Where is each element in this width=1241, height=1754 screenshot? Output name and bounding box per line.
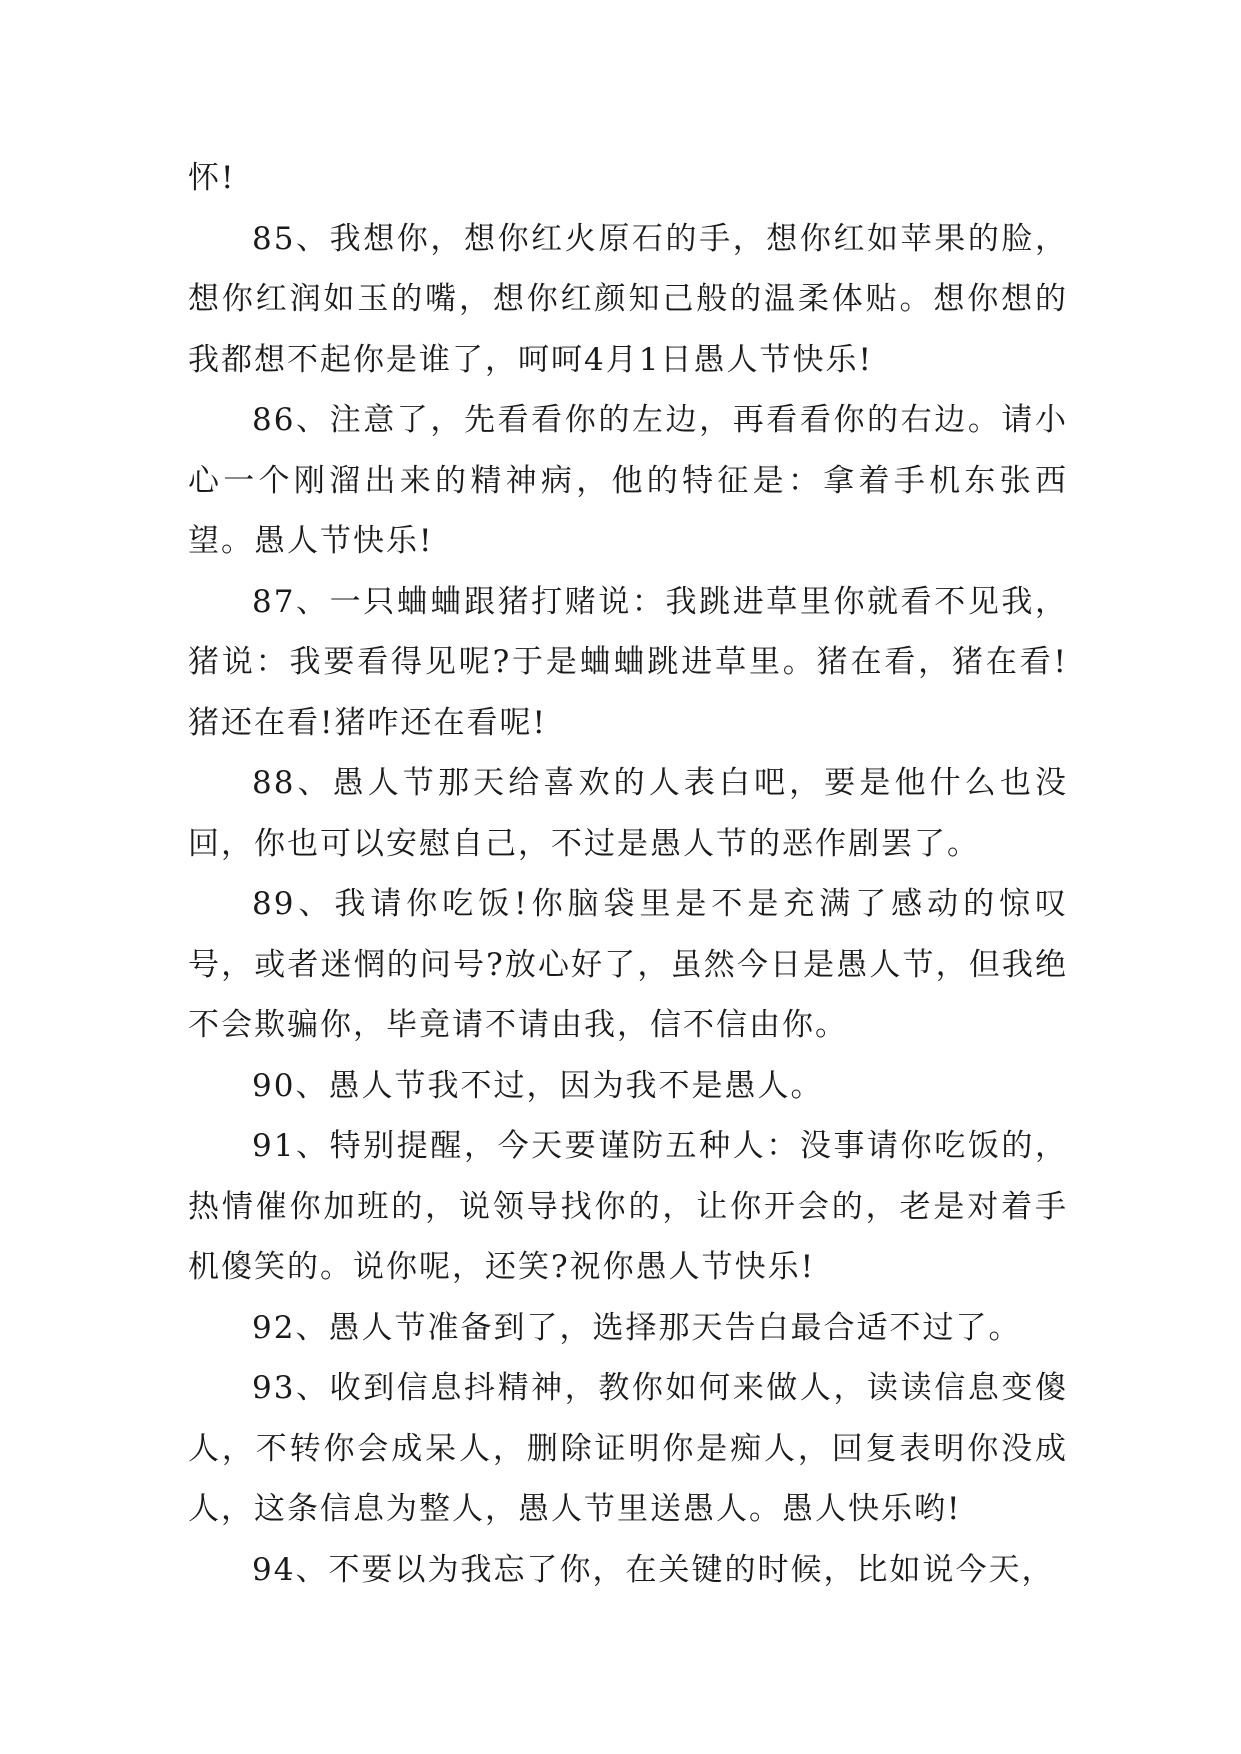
paragraph-continuation: 怀! xyxy=(188,160,236,196)
paragraph-87: 87、一只蛐蛐跟猪打赌说：我跳进草里你就看不见我，猪说：我要看得见呢?于是蛐蛐跳进草里。猪在看，猪在看!猪还在看!猪咋还在看呢! xyxy=(188,583,1068,741)
paragraph-93: 93、收到信息抖精神，教你如何来做人，读读信息变傻人，不转你会成呆人，删除证明你是痴人，回复表明你没成人，这条信息为整人，愚人节里送愚人。愚人快乐哟! xyxy=(188,1370,1068,1527)
document-body xyxy=(188,148,1068,1600)
paragraph-92: 92、愚人节准备到了，选择那天告白最合适不过了。 xyxy=(252,1309,1022,1346)
paragraph-90: 90、愚人节我不过，因为我不是愚人。 xyxy=(252,1067,824,1104)
paragraph-94: 94、不要以为我忘了你，在关键的时候，比如说今天， xyxy=(252,1551,1055,1588)
paragraph-85: 85、我想你，想你红火原石的手，想你红如苹果的脸，想你红润如玉的嘴，想你红颜知己般的温柔体贴。想你想的我都想不起你是谁了，呵呵4月1日愚人节快乐! xyxy=(188,220,1068,378)
paragraph-89: 89、我请你吃饭!你脑袋里是不是充满了感动的惊叹号，或者迷惘的问号?放心好了，虽然今日是愚人节，但我绝不会欺骗你，毕竟请不请由我，信不信由你。 xyxy=(188,886,1068,1043)
paragraph-88: 88、愚人节那天给喜欢的人表白吧，要是他什么也没回，你也可以安慰自己，不过是愚人节的恶作剧罢了。 xyxy=(188,765,1068,862)
paragraph-86: 86、注意了，先看看你的左边，再看看你的右边。请小心一个刚溜出来的精神病，他的特征是：拿着手机东张西望。愚人节快乐! xyxy=(188,402,1068,559)
paragraph-91: 91、特别提醒，今天要谨防五种人：没事请你吃饭的，热情催你加班的，说领导找你的，让你开会的，老是对着手机傻笑的。说你呢，还笑?祝你愚人节快乐! xyxy=(188,1128,1068,1285)
